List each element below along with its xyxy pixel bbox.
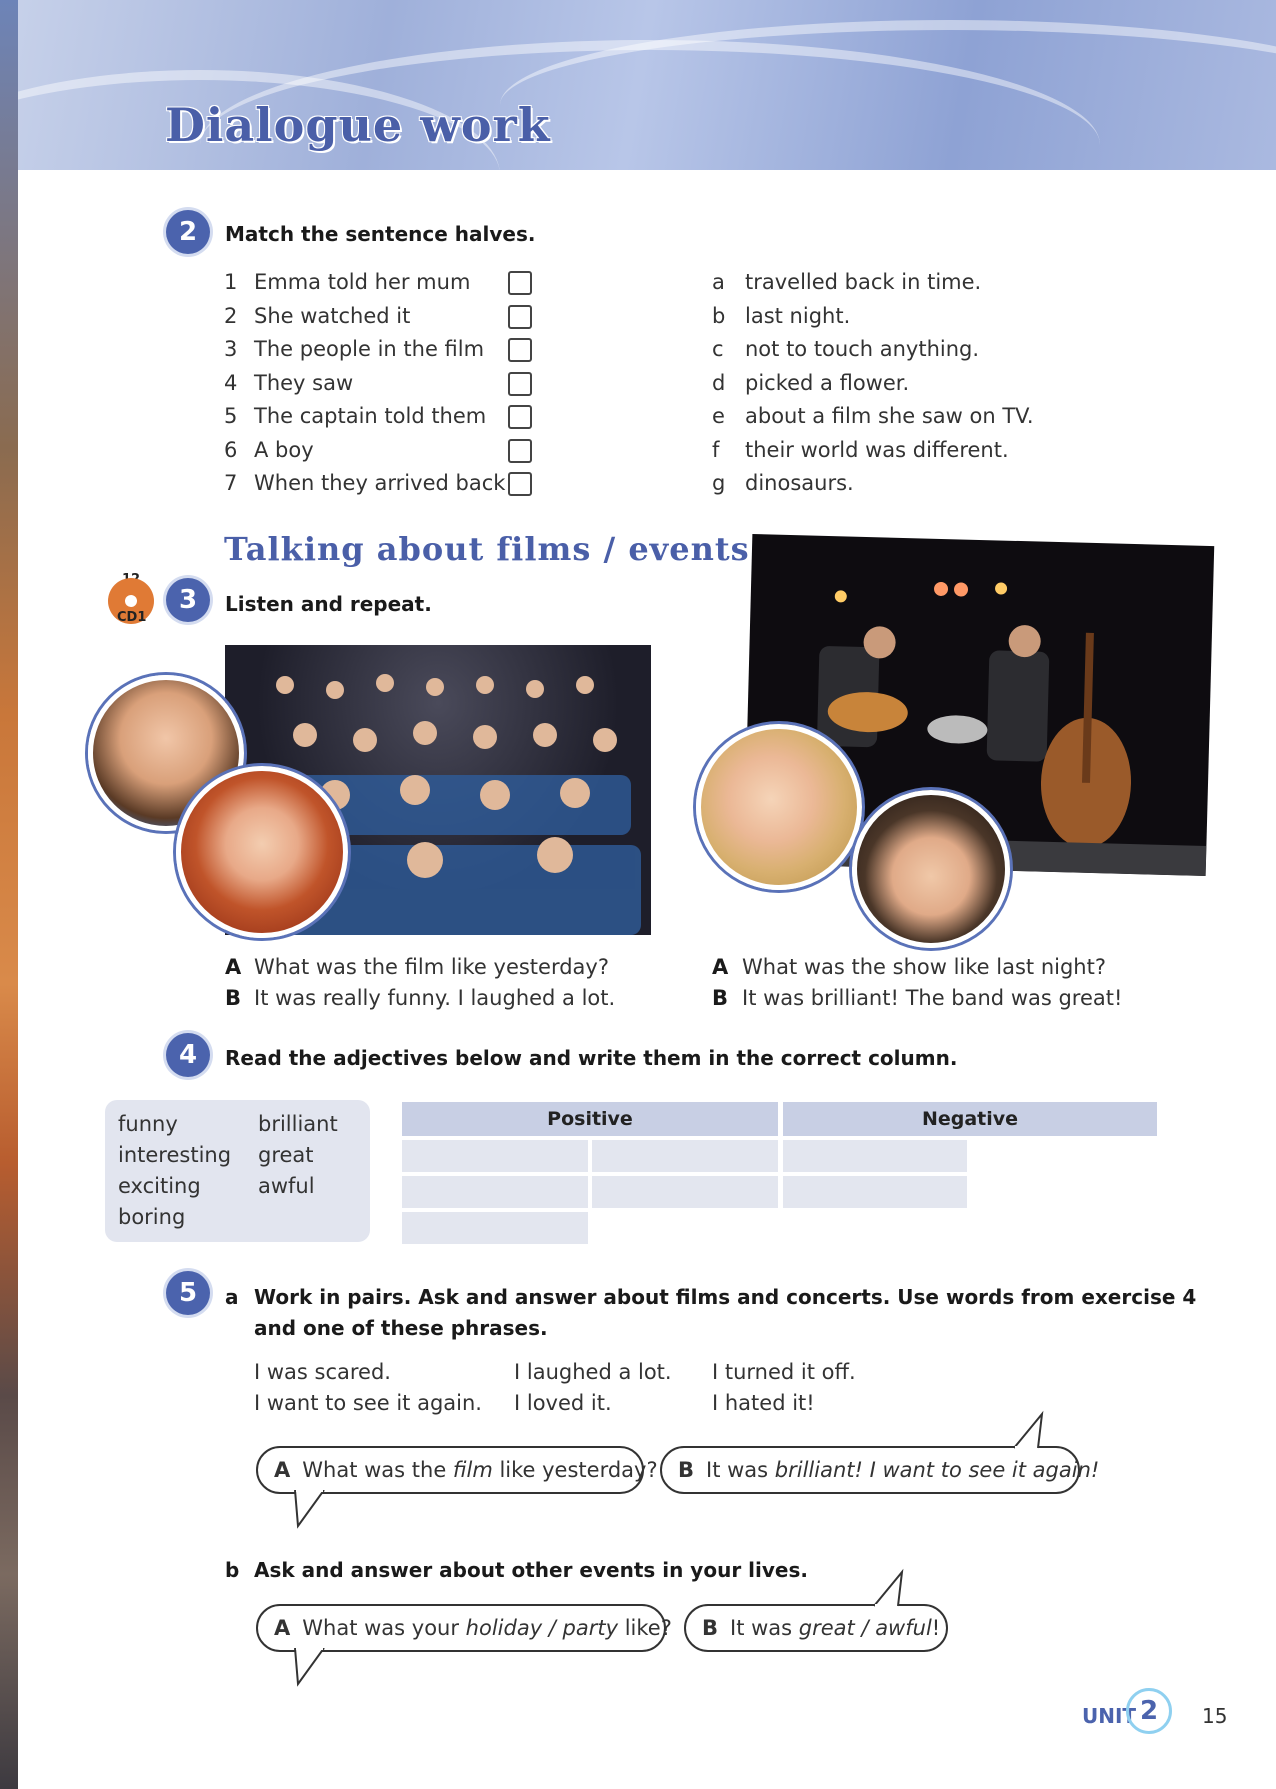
unit-number-badge: 2 <box>1126 1688 1172 1734</box>
exercise-3-badge: 3 <box>166 578 210 622</box>
answer-checkbox[interactable] <box>508 439 532 463</box>
exercise-5b-instruction: Ask and answer about other events in your lives. <box>254 1558 808 1582</box>
dialogue1-line-a: What was the film like yesterday? <box>254 955 610 979</box>
exercise-5b-letter: b <box>225 1558 240 1582</box>
exercise-5-badge: 5 <box>166 1271 210 1315</box>
exercise-4-instruction: Read the adjectives below and write them in the correct column. <box>225 1046 958 1070</box>
match-right-text: travelled back in time. <box>745 270 982 294</box>
match-left-number: 7 <box>224 471 238 495</box>
match-right-letter: e <box>712 404 725 428</box>
match-left-number: 3 <box>224 337 238 361</box>
exercise-5a-letter: a <box>225 1285 239 1309</box>
match-right-letter: a <box>712 270 725 294</box>
word-item: exciting <box>118 1174 201 1198</box>
phrase: I turned it off. <box>712 1360 856 1384</box>
match-left-number: 6 <box>224 438 238 462</box>
word-item: brilliant <box>258 1112 338 1136</box>
answer-cell[interactable] <box>783 1176 967 1208</box>
table-header-positive: Positive <box>402 1102 778 1136</box>
page-title: Dialogue work <box>165 98 551 152</box>
girl-portrait-photo <box>176 766 348 938</box>
match-left-number: 5 <box>224 404 238 428</box>
answer-cell[interactable] <box>402 1176 588 1208</box>
match-left-number: 1 <box>224 270 238 294</box>
unit-label: UNIT <box>1082 1704 1137 1728</box>
phrase: I loved it. <box>514 1391 612 1415</box>
word-item: great <box>258 1143 314 1167</box>
match-right-letter: g <box>712 471 726 495</box>
speech-bubble-a2: A What was your holiday / party like? <box>256 1604 666 1652</box>
bubble-tail <box>1010 1410 1050 1450</box>
dialogue2-speaker-a: A <box>712 955 729 979</box>
match-left-text: The people in the film <box>254 337 485 361</box>
bubble-tail <box>870 1568 910 1608</box>
exercise-4-badge: 4 <box>166 1033 210 1077</box>
dialogue2-speaker-b: B <box>712 986 729 1010</box>
answer-checkbox[interactable] <box>508 271 532 295</box>
match-left-number: 4 <box>224 371 238 395</box>
answer-cell[interactable] <box>592 1140 778 1172</box>
word-item: boring <box>118 1205 186 1229</box>
match-right-text: about a film she saw on TV. <box>745 404 1034 428</box>
bubble-tail <box>290 1490 330 1530</box>
match-left-text: A boy <box>254 438 314 462</box>
dialogue2-line-b: It was brilliant! The band was great! <box>742 986 1123 1010</box>
section-title: Talking about films / events <box>224 530 750 568</box>
answer-checkbox[interactable] <box>508 305 532 329</box>
dialogue1-line-b: It was really funny. I laughed a lot. <box>254 986 616 1010</box>
boy2-portrait-photo <box>852 790 1010 948</box>
exercise-2-instruction: Match the sentence halves. <box>225 222 536 246</box>
match-right-letter: f <box>712 438 720 462</box>
match-left-text: The captain told them <box>254 404 487 428</box>
phrase: I laughed a lot. <box>514 1360 672 1384</box>
dialogue1-speaker-b: B <box>225 986 242 1010</box>
speech-bubble-a1: A What was the film like yesterday? <box>256 1446 644 1494</box>
speech-bubble-b2: B It was great / awful! <box>684 1604 948 1652</box>
word-item: awful <box>258 1174 315 1198</box>
word-item: funny <box>118 1112 178 1136</box>
exercise-3-instruction: Listen and repeat. <box>225 592 432 616</box>
match-right-letter: b <box>712 304 726 328</box>
phrase: I hated it! <box>712 1391 815 1415</box>
left-decorative-strip <box>0 0 18 1789</box>
cd-disc-label: CD1 <box>117 610 147 625</box>
answer-cell[interactable] <box>402 1212 588 1244</box>
speech-bubble-b1: B It was brilliant! I want to see it again! <box>660 1446 1080 1494</box>
answer-cell[interactable] <box>402 1140 588 1172</box>
answer-checkbox[interactable] <box>508 338 532 362</box>
match-right-text: not to touch anything. <box>745 337 980 361</box>
answer-checkbox[interactable] <box>508 472 532 496</box>
phrase: I want to see it again. <box>254 1391 482 1415</box>
dialogue2-line-a: What was the show like last night? <box>742 955 1106 979</box>
match-right-text: their world was different. <box>745 438 1009 462</box>
match-right-text: picked a flower. <box>745 371 910 395</box>
exercise-5a-instruction: Work in pairs. Ask and answer about films and concerts. Use words from exercise 4 <box>254 1285 1197 1309</box>
match-right-text: dinosaurs. <box>745 471 854 495</box>
page-number: 15 <box>1202 1704 1228 1728</box>
answer-checkbox[interactable] <box>508 405 532 429</box>
bubble-tail <box>290 1648 330 1688</box>
match-left-number: 2 <box>224 304 238 328</box>
phrase: I was scared. <box>254 1360 391 1384</box>
match-left-text: She watched it <box>254 304 411 328</box>
exercise-5a-instruction-line2: and one of these phrases. <box>254 1316 548 1340</box>
word-item: interesting <box>118 1143 232 1167</box>
answer-cell[interactable] <box>783 1140 967 1172</box>
blonde-girl-portrait-photo <box>696 724 862 890</box>
answer-checkbox[interactable] <box>508 372 532 396</box>
match-right-letter: c <box>712 337 724 361</box>
match-right-text: last night. <box>745 304 851 328</box>
exercise-2-badge: 2 <box>166 210 210 254</box>
table-header-negative: Negative <box>783 1102 1157 1136</box>
match-left-text: When they arrived back <box>254 471 506 495</box>
match-left-text: They saw <box>254 371 354 395</box>
match-right-letter: d <box>712 371 726 395</box>
answer-cell[interactable] <box>592 1176 778 1208</box>
match-left-text: Emma told her mum <box>254 270 471 294</box>
dialogue1-speaker-a: A <box>225 955 242 979</box>
